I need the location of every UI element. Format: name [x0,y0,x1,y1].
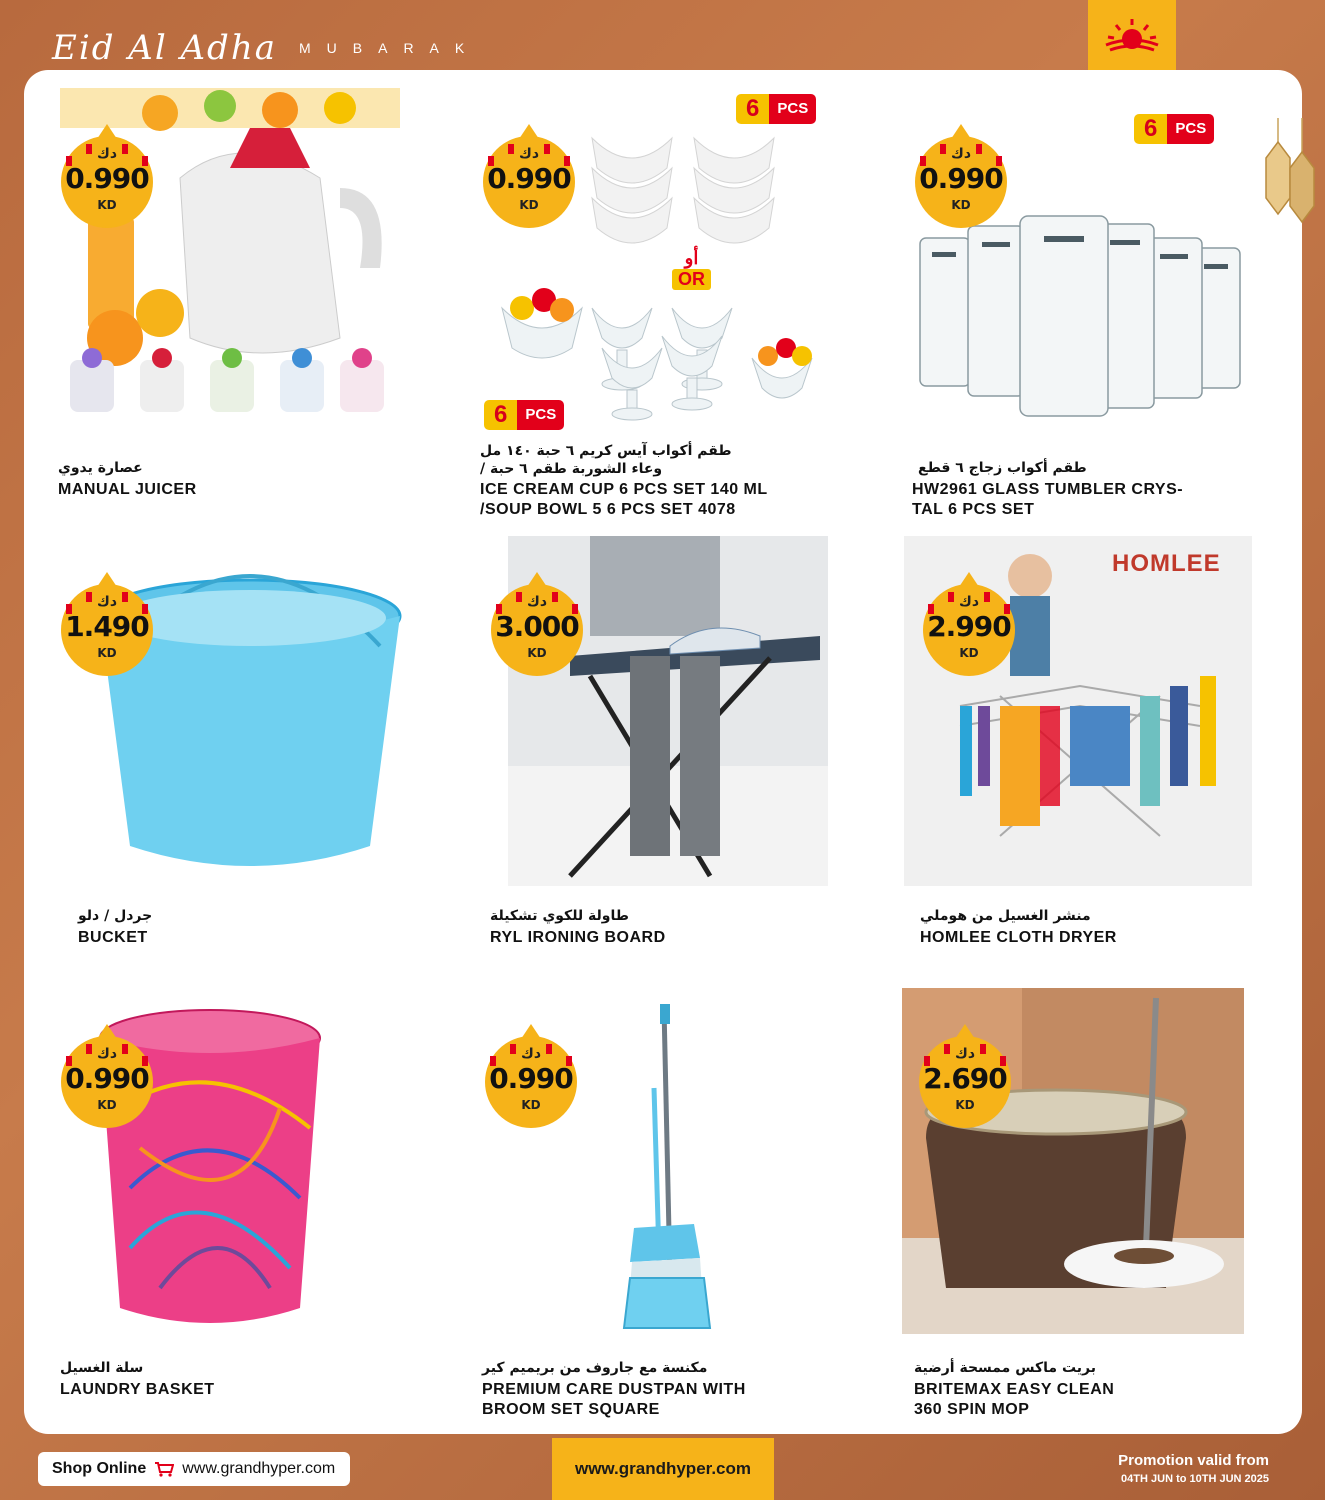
currency-en: KD [955,1098,975,1112]
currency-ar: دك [96,1046,117,1062]
currency-ar: دك [96,594,117,610]
footer-website-label[interactable]: www.grandhyper.com [574,1459,752,1478]
sun-logo-icon [1100,15,1164,55]
product-name-en: LAUNDRY BASKET [60,1381,215,1398]
price-value: 2.990 [927,610,1011,643]
pcs-tag-2 [484,400,564,430]
or-tag [672,248,711,290]
product-card-laundry-basket[interactable] [40,988,450,1428]
currency-ar: دك [96,146,117,162]
currency-ar: دك [526,594,547,610]
pcs-number: 6 [736,94,769,124]
header-brand [52,26,480,70]
price-badge [910,564,1028,682]
cart-icon [154,1461,174,1477]
price-value: 0.990 [65,162,149,195]
product-name-ar: طاولة للكوي تشكيلة [490,908,629,924]
currency-en: KD [951,198,971,212]
product-name-en: ICE CREAM CUP 6 PCS SET 140 ML /SOUP BOWL 5 6 PCS SET 4078 [480,481,768,518]
price-value: 2.690 [923,1062,1007,1095]
promo-title: Promotion valid from [1118,1452,1269,1469]
pcs-number: 6 [1134,114,1167,144]
pcs-number: 6 [484,400,517,430]
homlee-brand-logo: HOMLEE [1112,550,1221,577]
product-card-dustpan[interactable] [464,988,874,1428]
product-name-ar: سلة الغسيل [60,1360,144,1376]
product-name-en: RYL IRONING BOARD [490,929,666,946]
currency-ar: دك [950,146,971,162]
pcs-tag [1134,114,1214,144]
product-name-ar: عصارة يدوي [58,460,143,476]
grand-hyper-logo [1088,0,1176,70]
currency-en: KD [97,1098,117,1112]
product-name-ar: بريت ماكس ممسحة أرضية [914,1360,1096,1376]
product-name-en: PREMIUM CARE DUSTPAN WITH BROOM SET SQUARE [482,1381,746,1418]
product-card-juicer[interactable] [40,88,450,528]
currency-ar: دك [520,1046,541,1062]
price-value: 0.990 [919,162,1003,195]
shop-online-link[interactable] [38,1452,350,1486]
price-badge [48,1016,166,1134]
product-name-ar: طقم أكواب آيس كريم ٦ حبة ١٤٠ مل وعاء الشوربة طقم ٦ حبة / [480,443,732,477]
promo-dates: 04TH JUN to 10TH JUN 2025 [1121,1473,1269,1485]
product-card-icecream-cups[interactable] [462,88,872,528]
currency-en: KD [527,646,547,660]
product-card-bucket[interactable] [40,536,450,976]
eid-title: Eid Al Adha [52,28,277,68]
product-card-cloth-dryer[interactable] [900,536,1310,976]
product-card-ironing-board[interactable] [470,536,880,976]
price-value: 1.490 [65,610,149,643]
product-name-en: HW2961 GLASS TUMBLER CRYS- TAL 6 PCS SET [912,481,1184,518]
price-badge [470,116,588,234]
product-name-en: BRITEMAX EASY CLEAN 360 SPIN MOP [914,1381,1115,1418]
or-en: OR [672,269,711,290]
price-value: 0.990 [489,1062,573,1095]
price-badge [902,116,1020,234]
price-value: 0.990 [65,1062,149,1095]
currency-ar: دك [518,146,539,162]
product-name-ar: منشر الغسيل من هوملي [920,908,1091,924]
footer-website[interactable] [552,1438,774,1500]
price-badge [906,1016,1024,1134]
product-name-ar: مكنسة مع جاروف من بريميم كير [482,1360,708,1376]
price-value: 0.990 [487,162,571,195]
product-name-en: HOMLEE CLOTH DRYER [920,929,1117,946]
pcs-label: PCS [1167,114,1214,144]
pcs-label: PCS [517,400,564,430]
pcs-tag [736,94,816,124]
product-name-ar: طقم أكواب زجاج ٦ قطع [918,460,1087,476]
product-card-glass-tumbler[interactable] [892,88,1302,528]
promotion-validity [1118,1452,1269,1485]
currency-en: KD [519,198,539,212]
currency-ar: دك [954,1046,975,1062]
product-card-spin-mop[interactable] [896,988,1306,1428]
price-badge [472,1016,590,1134]
product-name-en: BUCKET [78,929,148,946]
product-name-en: MANUAL JUICER [58,481,197,498]
currency-en: KD [521,1098,541,1112]
currency-en: KD [959,646,979,660]
shop-online-label: Shop Online [52,1460,147,1477]
shop-url[interactable]: www.grandhyper.com [182,1460,336,1477]
price-badge [48,564,166,682]
currency-ar: دك [958,594,979,610]
mubarak-text: MUBARAK [299,40,481,56]
pcs-label: PCS [769,94,816,124]
product-name-ar: جردل / دلو [78,908,153,924]
price-badge [48,116,166,234]
price-value: 3.000 [495,610,579,643]
currency-en: KD [97,198,117,212]
or-ar: أو [684,248,699,268]
price-badge [478,564,596,682]
currency-en: KD [97,646,117,660]
